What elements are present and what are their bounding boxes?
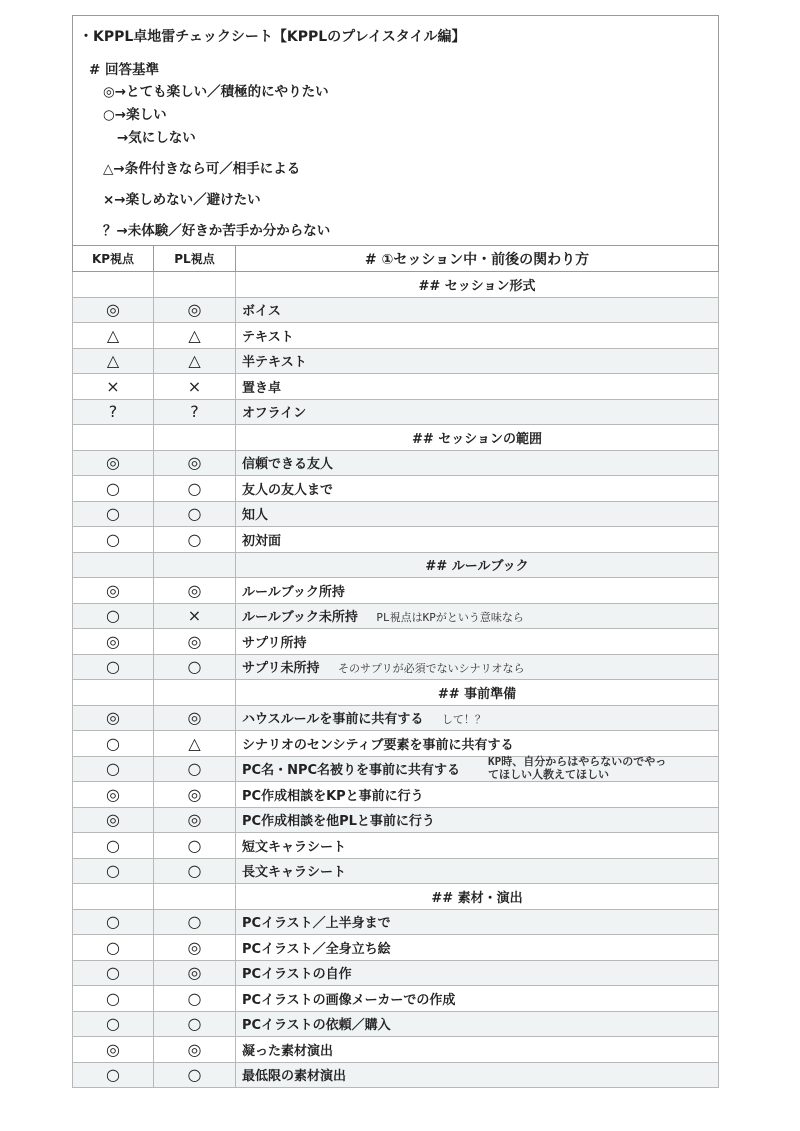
item-label: サプリ未所持 (242, 661, 320, 677)
item-label: 最低限の素材演出 (242, 1069, 347, 1085)
table-row (73, 297, 719, 323)
pl-mark: ◎ (154, 578, 236, 604)
table-row (73, 348, 719, 374)
page-title: ・KPPL卓地雷チェックシート【KPPLのプレイスタイル編】 (79, 29, 466, 45)
item-cell (236, 297, 719, 323)
section-title: ## ルールブック (236, 552, 719, 578)
kp-mark: ○ (73, 501, 154, 527)
table-body (73, 272, 719, 1088)
table-row (73, 629, 719, 655)
table-row (73, 476, 719, 502)
item-label: 知人 (242, 508, 269, 524)
section-kp-cell (73, 884, 154, 910)
pl-mark: ◎ (154, 450, 236, 476)
table-row (73, 1011, 719, 1037)
pl-mark: ○ (154, 527, 236, 553)
item-cell (236, 348, 719, 374)
pl-mark: ○ (154, 756, 236, 782)
pl-mark: ○ (154, 1011, 236, 1037)
section-title: ## 事前準備 (236, 680, 719, 706)
legend-double-circle: ◎→とても楽しい／積極的にやりたい (103, 84, 329, 100)
kp-mark: ◎ (73, 297, 154, 323)
kp-mark: ○ (73, 935, 154, 961)
section-row (73, 425, 719, 451)
section-kp-cell (73, 425, 154, 451)
criteria-heading: # 回答基準 (89, 62, 160, 78)
pl-mark: ○ (154, 1062, 236, 1088)
item-cell (236, 603, 719, 629)
table-row (73, 756, 719, 782)
item-cell (236, 399, 719, 425)
handwritten-note (488, 755, 666, 781)
table-row (73, 323, 719, 349)
kp-mark: ◎ (73, 782, 154, 808)
item-label: シナリオのセンシティブ要素を事前に共有する (242, 737, 514, 753)
section-title: ## セッション形式 (236, 272, 719, 298)
checklist-table (72, 245, 719, 1088)
table-row (73, 399, 719, 425)
section-pl-cell (154, 552, 236, 578)
kp-mark: ◎ (73, 807, 154, 833)
note-line: てほしい人教えてほしい (488, 767, 609, 781)
pl-mark: △ (154, 323, 236, 349)
table-row (73, 782, 719, 808)
kp-mark: ○ (73, 833, 154, 859)
section-pl-cell (154, 884, 236, 910)
kp-mark: ○ (73, 858, 154, 884)
table-row (73, 578, 719, 604)
item-label: PC作成相談をKPと事前に行う (242, 788, 424, 804)
pl-column-header: PL視点 (154, 246, 236, 272)
item-cell (236, 323, 719, 349)
kp-mark: ○ (73, 731, 154, 757)
item-label: 初対面 (242, 533, 282, 549)
item-label: 友人の友人まで (242, 482, 334, 498)
item-cell (236, 527, 719, 553)
section-row (73, 884, 719, 910)
item-cell (236, 807, 719, 833)
kp-mark: ○ (73, 909, 154, 935)
item-label: PCイラスト／上半身まで (242, 916, 391, 932)
table-heading: # ①セッション中・前後の関わり方 (236, 246, 719, 272)
kp-mark: ◎ (73, 705, 154, 731)
legend-dont-care: →気にしない (117, 130, 196, 146)
item-cell (236, 909, 719, 935)
item-label: テキスト (242, 329, 294, 345)
legend-question: ？→未体験／好きか苦手か分からない (103, 223, 331, 239)
pl-mark: ○ (154, 858, 236, 884)
item-label: サプリ所持 (242, 635, 307, 651)
legend-cross: ×→楽しめない／避けたい (103, 192, 261, 208)
pl-mark: × (154, 603, 236, 629)
pl-mark: △ (154, 731, 236, 757)
pl-mark: ? (154, 399, 236, 425)
item-label: オフライン (242, 406, 307, 422)
section-kp-cell (73, 272, 154, 298)
item-cell (236, 756, 719, 782)
kp-mark: △ (73, 348, 154, 374)
table-header (73, 246, 719, 272)
section-title: ## 素材・演出 (236, 884, 719, 910)
item-cell (236, 960, 719, 986)
kp-column-header: KP視点 (73, 246, 154, 272)
pl-mark: ○ (154, 833, 236, 859)
pl-mark: ◎ (154, 705, 236, 731)
item-cell (236, 1011, 719, 1037)
pl-mark: ○ (154, 501, 236, 527)
item-cell (236, 476, 719, 502)
table-row (73, 654, 719, 680)
section-pl-cell (154, 272, 236, 298)
item-label: PCイラストの依頼／購入 (242, 1018, 391, 1034)
pl-mark: ◎ (154, 807, 236, 833)
kp-mark: ◎ (73, 629, 154, 655)
item-label: 短文キャラシート (242, 839, 347, 855)
item-cell (236, 935, 719, 961)
item-cell (236, 374, 719, 400)
item-label: 半テキスト (242, 355, 307, 371)
table-row (73, 450, 719, 476)
table-row (73, 603, 719, 629)
table-row (73, 1037, 719, 1063)
pl-mark: ◎ (154, 629, 236, 655)
table-row (73, 807, 719, 833)
item-cell (236, 705, 719, 731)
table-row (73, 731, 719, 757)
section-pl-cell (154, 680, 236, 706)
item-label: PC名・NPC名被りを事前に共有する (242, 763, 461, 779)
kp-mark: ○ (73, 986, 154, 1012)
kp-mark: ○ (73, 476, 154, 502)
section-row (73, 680, 719, 706)
kp-mark: ? (73, 399, 154, 425)
item-cell (236, 654, 719, 680)
item-label: PCイラストの画像メーカーでの作成 (242, 992, 456, 1008)
kp-mark: × (73, 374, 154, 400)
handwritten-note: して！？ (441, 713, 486, 727)
note-line: KP時、自分からはやらないのでやっ (488, 754, 667, 768)
section-row (73, 272, 719, 298)
table-row (73, 374, 719, 400)
kp-mark: ○ (73, 960, 154, 986)
table-row (73, 909, 719, 935)
item-cell (236, 450, 719, 476)
table-row (73, 858, 719, 884)
table-row (73, 705, 719, 731)
kp-mark: ○ (73, 756, 154, 782)
item-cell (236, 578, 719, 604)
table-row (73, 986, 719, 1012)
pl-mark: ◎ (154, 960, 236, 986)
kp-mark: ○ (73, 1062, 154, 1088)
pl-mark: × (154, 374, 236, 400)
item-label: PC作成相談を他PLと事前に行う (242, 814, 435, 830)
item-cell (236, 1037, 719, 1063)
item-label: PCイラスト／全身立ち絵 (242, 941, 391, 957)
pl-mark: ◎ (154, 297, 236, 323)
item-cell (236, 629, 719, 655)
item-label: 置き卓 (242, 380, 282, 396)
item-cell (236, 782, 719, 808)
pl-mark: ◎ (154, 1037, 236, 1063)
item-label: 長文キャラシート (242, 865, 347, 881)
kp-mark: ◎ (73, 1037, 154, 1063)
pl-mark: ○ (154, 654, 236, 680)
item-cell (236, 858, 719, 884)
table-row (73, 960, 719, 986)
section-row (73, 552, 719, 578)
legend-circle: ○→楽しい (103, 107, 167, 123)
legend-triangle: △→条件付きなら可／相手による (103, 161, 301, 177)
item-label: 凝った素材演出 (242, 1043, 334, 1059)
item-label: ハウスルールを事前に共有する (242, 712, 424, 728)
item-cell (236, 501, 719, 527)
pl-mark: ◎ (154, 935, 236, 961)
item-cell (236, 731, 719, 757)
pl-mark: ○ (154, 986, 236, 1012)
table-row (73, 935, 719, 961)
table-row (73, 501, 719, 527)
item-cell (236, 833, 719, 859)
pl-mark: ○ (154, 909, 236, 935)
kp-mark: ◎ (73, 578, 154, 604)
table-row (73, 527, 719, 553)
section-kp-cell (73, 552, 154, 578)
kp-mark: △ (73, 323, 154, 349)
checklist-sheet (72, 15, 719, 1088)
pl-mark: ○ (154, 476, 236, 502)
table-row (73, 1062, 719, 1088)
section-kp-cell (73, 680, 154, 706)
section-pl-cell (154, 425, 236, 451)
item-label: ルールブック未所持 (242, 610, 358, 626)
kp-mark: ○ (73, 527, 154, 553)
criteria-box (72, 15, 719, 245)
table-row (73, 833, 719, 859)
handwritten-note: PL視点はKPがという意味なら (376, 611, 524, 625)
item-cell (236, 1062, 719, 1088)
item-label: 信頼できる友人 (242, 457, 334, 473)
section-title: ## セッションの範囲 (236, 425, 719, 451)
kp-mark: ○ (73, 1011, 154, 1037)
pl-mark: △ (154, 348, 236, 374)
kp-mark: ○ (73, 654, 154, 680)
item-label: PCイラストの自作 (242, 967, 352, 983)
kp-mark: ○ (73, 603, 154, 629)
item-label: ボイス (242, 304, 281, 320)
kp-mark: ◎ (73, 450, 154, 476)
handwritten-note: そのサプリが必須でないシナリオなら (338, 662, 525, 676)
item-label: ルールブック所持 (242, 584, 345, 600)
pl-mark: ◎ (154, 782, 236, 808)
item-cell (236, 986, 719, 1012)
